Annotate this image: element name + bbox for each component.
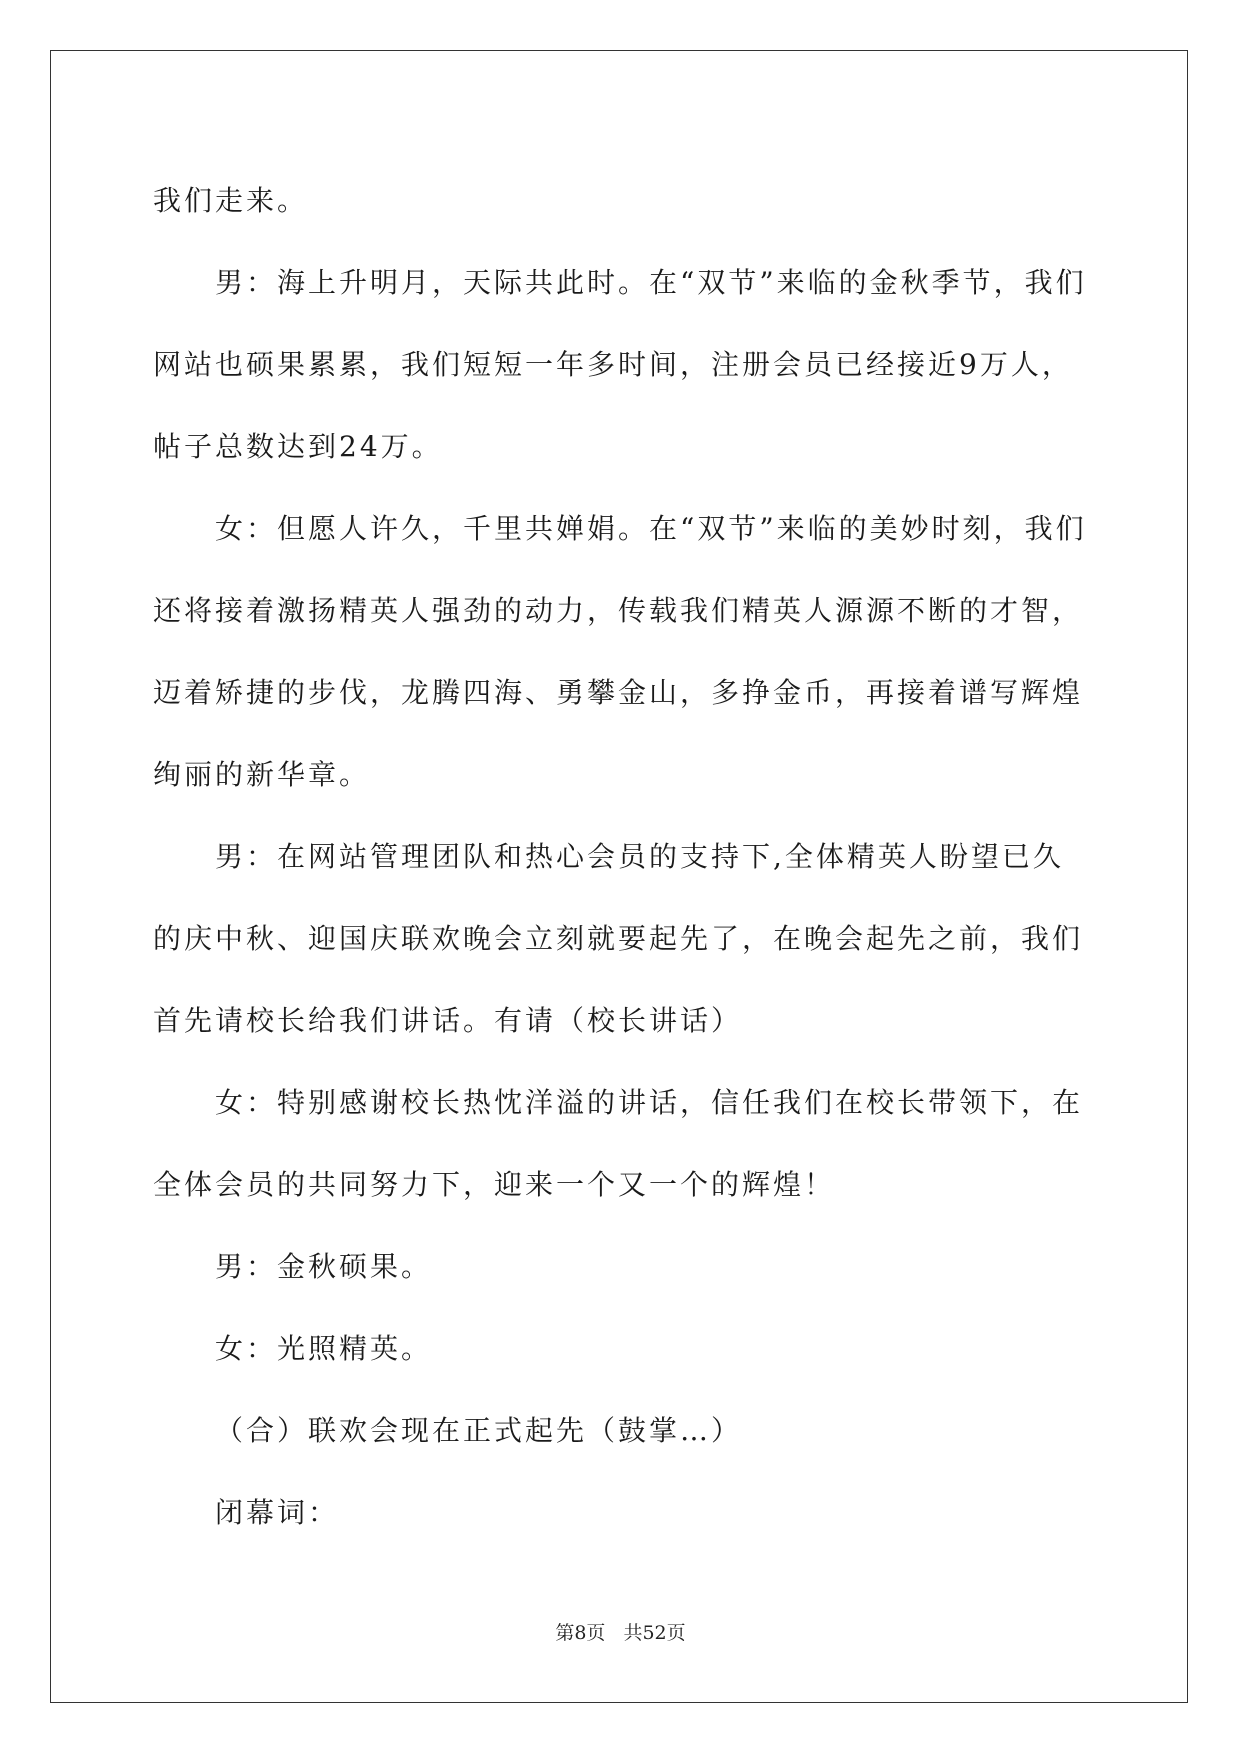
paragraph-9: 闭幕词： — [215, 1496, 340, 1529]
paragraph-4: 男：在网站管理团队和热心会员的支持下,全体精英人盼望已久的庆中秋、迎国庆联欢晚会立刻就要起先了，在晚会起先之前，我们首先请校长给我们讲话。有请（校长讲话） — [153, 840, 1084, 1037]
paragraph-2: 男：海上升明月，天际共此时。在“双节”来临的金秋季节，我们网站也硕果累累，我们短短一年多时间，注册会员已经接近9万人，帖子总数达到24万。 — [153, 266, 1087, 463]
paragraph-1: 我们走来。 — [153, 184, 309, 217]
paragraph-8: （合）联欢会现在正式起先（鼓掌…） — [215, 1414, 743, 1447]
paragraph-7: 女：光照精英。 — [215, 1332, 433, 1365]
paragraph-5: 女：特别感谢校长热忱洋溢的讲话，信任我们在校长带领下，在全体会员的共同努力下，迎来一个又一个的辉煌！ — [153, 1086, 1084, 1201]
page-footer — [0, 1618, 1241, 1645]
document-body — [153, 160, 1093, 1554]
paragraph-6: 男：金秋硕果。 — [215, 1250, 433, 1283]
paragraph-3: 女：但愿人许久，千里共婵娟。在“双节”来临的美妙时刻，我们还将接着激扬精英人强劲的动力，传载我们精英人源源不断的才智，迈着矫捷的步伐，龙腾四海、勇攀金山，多挣金币，再接着谱写辉煌绚丽的新华章。 — [153, 512, 1087, 791]
page-number: 第8页 — [555, 1622, 606, 1644]
page-total: 共52页 — [623, 1622, 686, 1644]
